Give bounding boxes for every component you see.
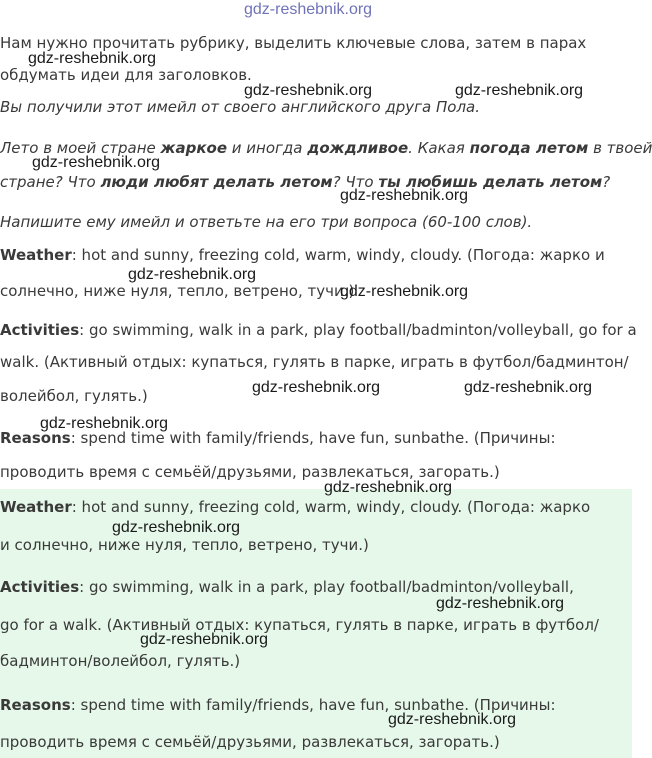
plan-activities-line-1: Activities: go swimming, walk in a park, play football/badminton/volleyball, go for a [0,321,637,339]
plan-activities-line-3: волейбол, гулять.) [0,387,148,405]
watermark: gdz-reshebnik.org [128,266,257,283]
watermark: gdz-reshebnik.org [324,479,453,496]
answer-reasons-line-1: Reasons: spend time with family/friends, have fun, sunbathe. (Причины: [0,696,556,714]
watermark: gdz-reshebnik.org [32,154,161,171]
watermark: gdz-reshebnik.org [388,711,517,728]
plan-reasons-line-1: Reasons: spend time with family/friends, have fun, sunbathe. (Причины: [0,429,556,447]
plan-weather-line-2: солнечно, ниже нуля, тепло, ветрено, тучи.) [0,282,355,300]
watermark: gdz-reshebnik.org [340,283,469,300]
answer-reasons-line-2: проводить время с семьёй/друзьями, развлекаться, загорать.) [0,733,500,751]
task-instruction: Напишите ему имейл и ответьте на его три вопроса (60-100 слов). [0,213,533,231]
watermark: gdz-reshebnik.org [28,50,157,67]
email-line-2: стране? Что люди любят делать летом? Что ты любишь делать летом? [0,173,611,191]
email-line-1: Лето в моей стране жаркое и иногда дождливое. Какая погода летом в твоей [0,139,652,157]
watermark: gdz-reshebnik.org [455,82,584,99]
watermark: gdz-reshebnik.org [464,379,593,396]
plan-activities-line-2: walk. (Активный отдых: купаться, гулять в парке, играть в футбол/бадминтон/ [0,353,629,371]
plan-weather-line-1: Weather: hot and sunny, freezing cold, warm, windy, cloudy. (Погода: жарко и [0,246,605,264]
answer-weather-line-2: и солнечно, ниже нуля, тепло, ветрено, тучи.) [0,536,369,554]
intro-line-2: обдумать идеи для заголовков. [0,66,252,84]
email-intro: Вы получили этот имейл от своего английского друга Пола. [0,98,481,116]
watermark: gdz-reshebnik.org [112,519,241,536]
watermark: gdz-reshebnik.org [40,415,169,432]
watermark: gdz-reshebnik.org [244,82,373,99]
plan-reasons-line-2: проводить время с семьёй/друзьями, развлекаться, загорать.) [0,463,500,481]
watermark: gdz-reshebnik.org [436,595,565,612]
answer-activities-line-3: бадминтон/волейбол, гулять.) [0,652,241,670]
answer-activities-line-1: Activities: go swimming, walk in a park, play football/badminton/volleyball, [0,578,574,596]
site-watermark-top: gdz-reshebnik.org [244,1,373,18]
answer-weather-line-1: Weather: hot and sunny, freezing cold, warm, windy, cloudy. (Погода: жарко [0,498,591,516]
watermark: gdz-reshebnik.org [252,379,381,396]
watermark: gdz-reshebnik.org [140,631,269,648]
watermark: gdz-reshebnik.org [340,187,469,204]
answer-activities-line-2: go for a walk. (Активный отдых: купаться, гулять в парке, играть в футбол/ [0,616,599,634]
intro-line-1: Нам нужно прочитать рубрику, выделить ключевые слова, затем в парах [0,34,587,52]
